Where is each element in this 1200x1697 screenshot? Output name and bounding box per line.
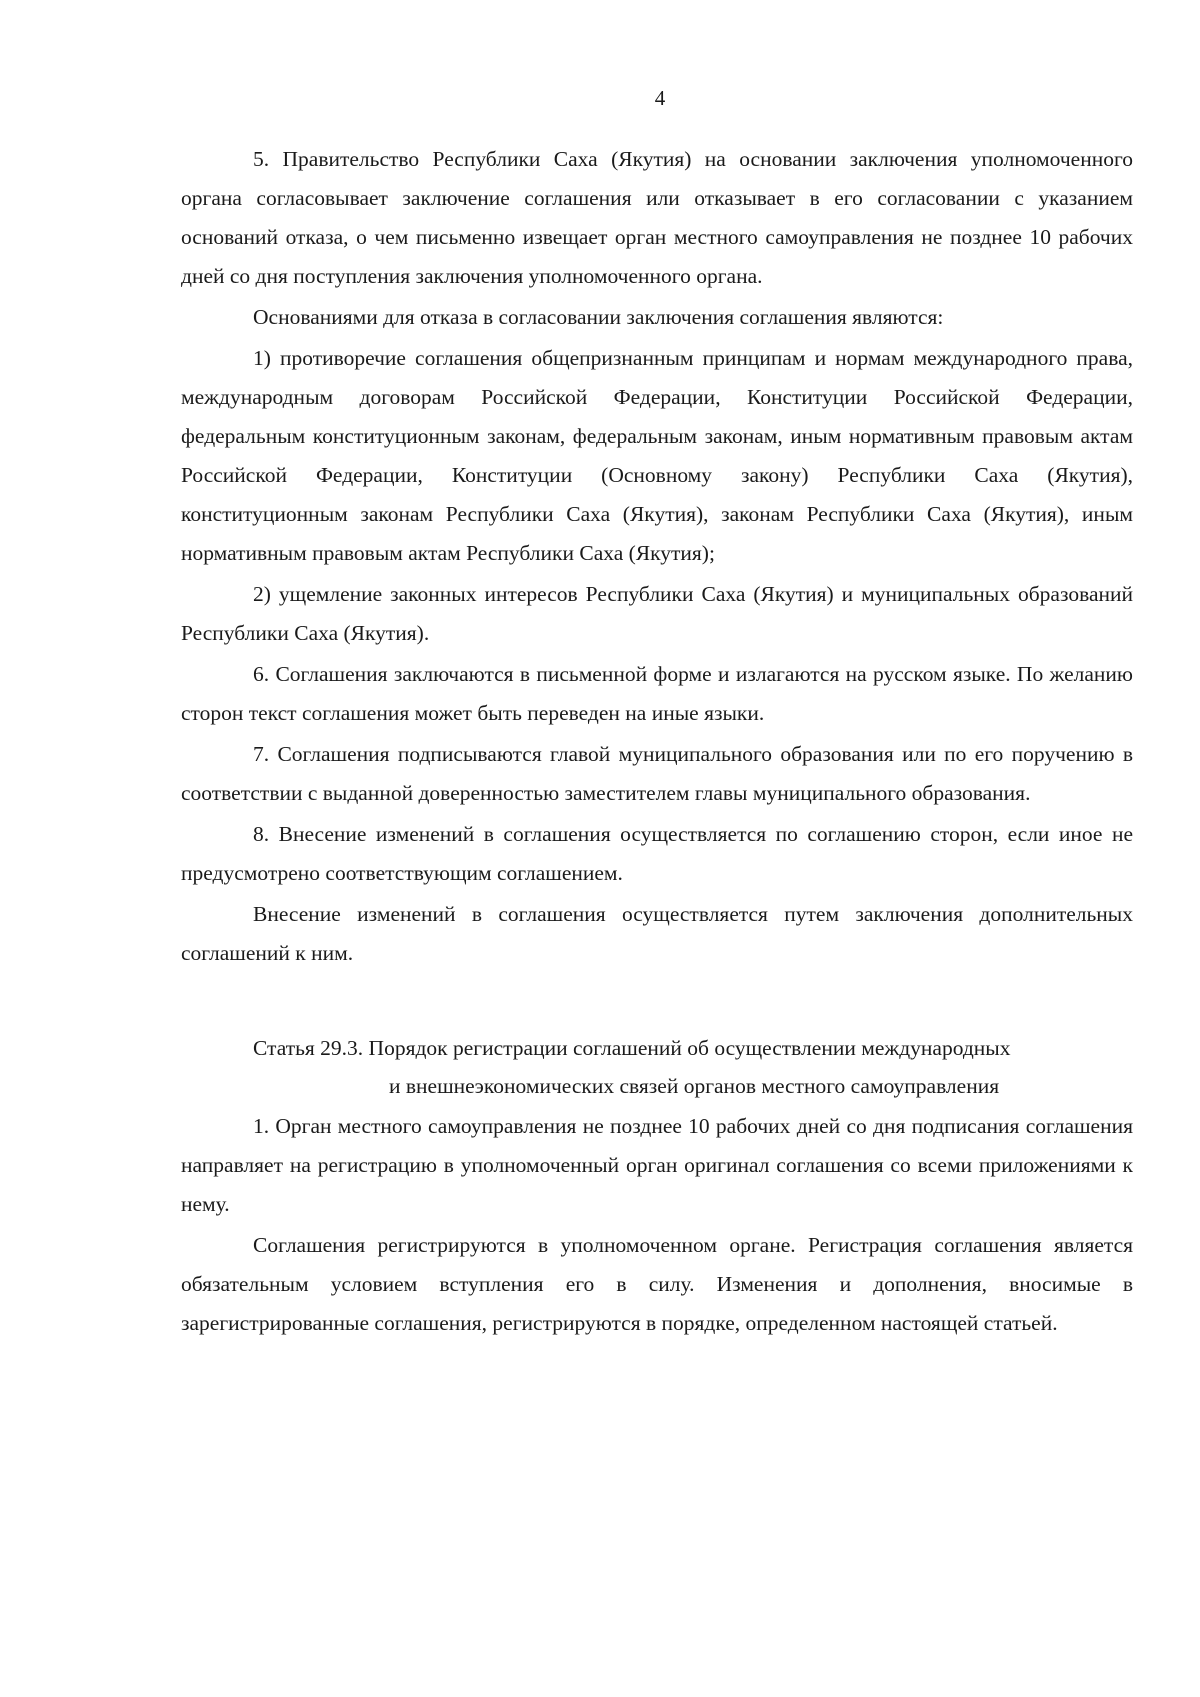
article-heading-line-2: и внешнеэкономических связей органов местного самоуправления: [389, 1074, 1000, 1098]
paragraph-clause-5: 5. Правительство Республики Саха (Якутия) на основании заключения уполномоченного органа согласовывает заключение соглашения или отказывает в его согласовании с указанием оснований отказа, о чем письменно извещает орган местного самоуправления не позднее 10 рабочих дней со дня поступления заключения уполномоченного органа.: [181, 147, 1133, 288]
article-heading: [181, 1029, 1133, 1105]
article-heading-line-1: Статья 29.3. Порядок регистрации соглашений об осуществлении международных: [253, 1036, 1011, 1060]
article-paragraph-2: Соглашения регистрируются в уполномоченном органе. Регистрация соглашения является обязательным условием вступления его в силу. Изменения и дополнения, вносимые в зарегистрированные соглашения, регистрируются в порядке, определенном настоящей статьей.: [181, 1233, 1133, 1335]
article-heading-text: [181, 1029, 1133, 1105]
article-paragraph-1: 1. Орган местного самоуправления не позднее 10 рабочих дней со дня подписания соглашения направляет на регистрацию в уполномоченный орган оригинал соглашения со всеми приложениями к нему.: [181, 1114, 1133, 1216]
paragraph-amendments: Внесение изменений в соглашения осуществляется путем заключения дополнительных соглашений к ним.: [181, 902, 1133, 965]
paragraph-clause-8: 8. Внесение изменений в соглашения осуществляется по соглашению сторон, если иное не предусмотрено соответствующим соглашением.: [181, 822, 1133, 885]
document-body: [181, 140, 1133, 1343]
paragraph-ground-1: 1) противоречие соглашения общепризнанным принципам и нормам международного права, международным договорам Российской Федерации, Конституции Российской Федерации, федеральным конституционным законам, федеральным законам, иным нормативным правовым актам Российской Федерации, Конституции (Основному закону) Республики Саха (Якутия), конституционным законам Республики Саха (Якутия), законам Республики Саха (Якутия), иным нормативным правовым актам Республики Саха (Якутия);: [181, 346, 1133, 565]
page-number: 4: [654, 86, 666, 110]
paragraph-clause-7: 7. Соглашения подписываются главой муниципального образования или по его поручению в соответствии с выданной доверенностью заместителем главы муниципального образования.: [181, 742, 1133, 805]
paragraph-clause-6: 6. Соглашения заключаются в письменной форме и излагаются на русском языке. По желанию сторон текст соглашения может быть переведен на иные языки.: [181, 662, 1133, 725]
paragraph-refusal-grounds: Основаниями для отказа в согласовании заключения соглашения являются:: [253, 305, 944, 329]
paragraph-ground-2: 2) ущемление законных интересов Республики Саха (Якутия) и муниципальных образований Республики Саха (Якутия).: [181, 582, 1133, 645]
